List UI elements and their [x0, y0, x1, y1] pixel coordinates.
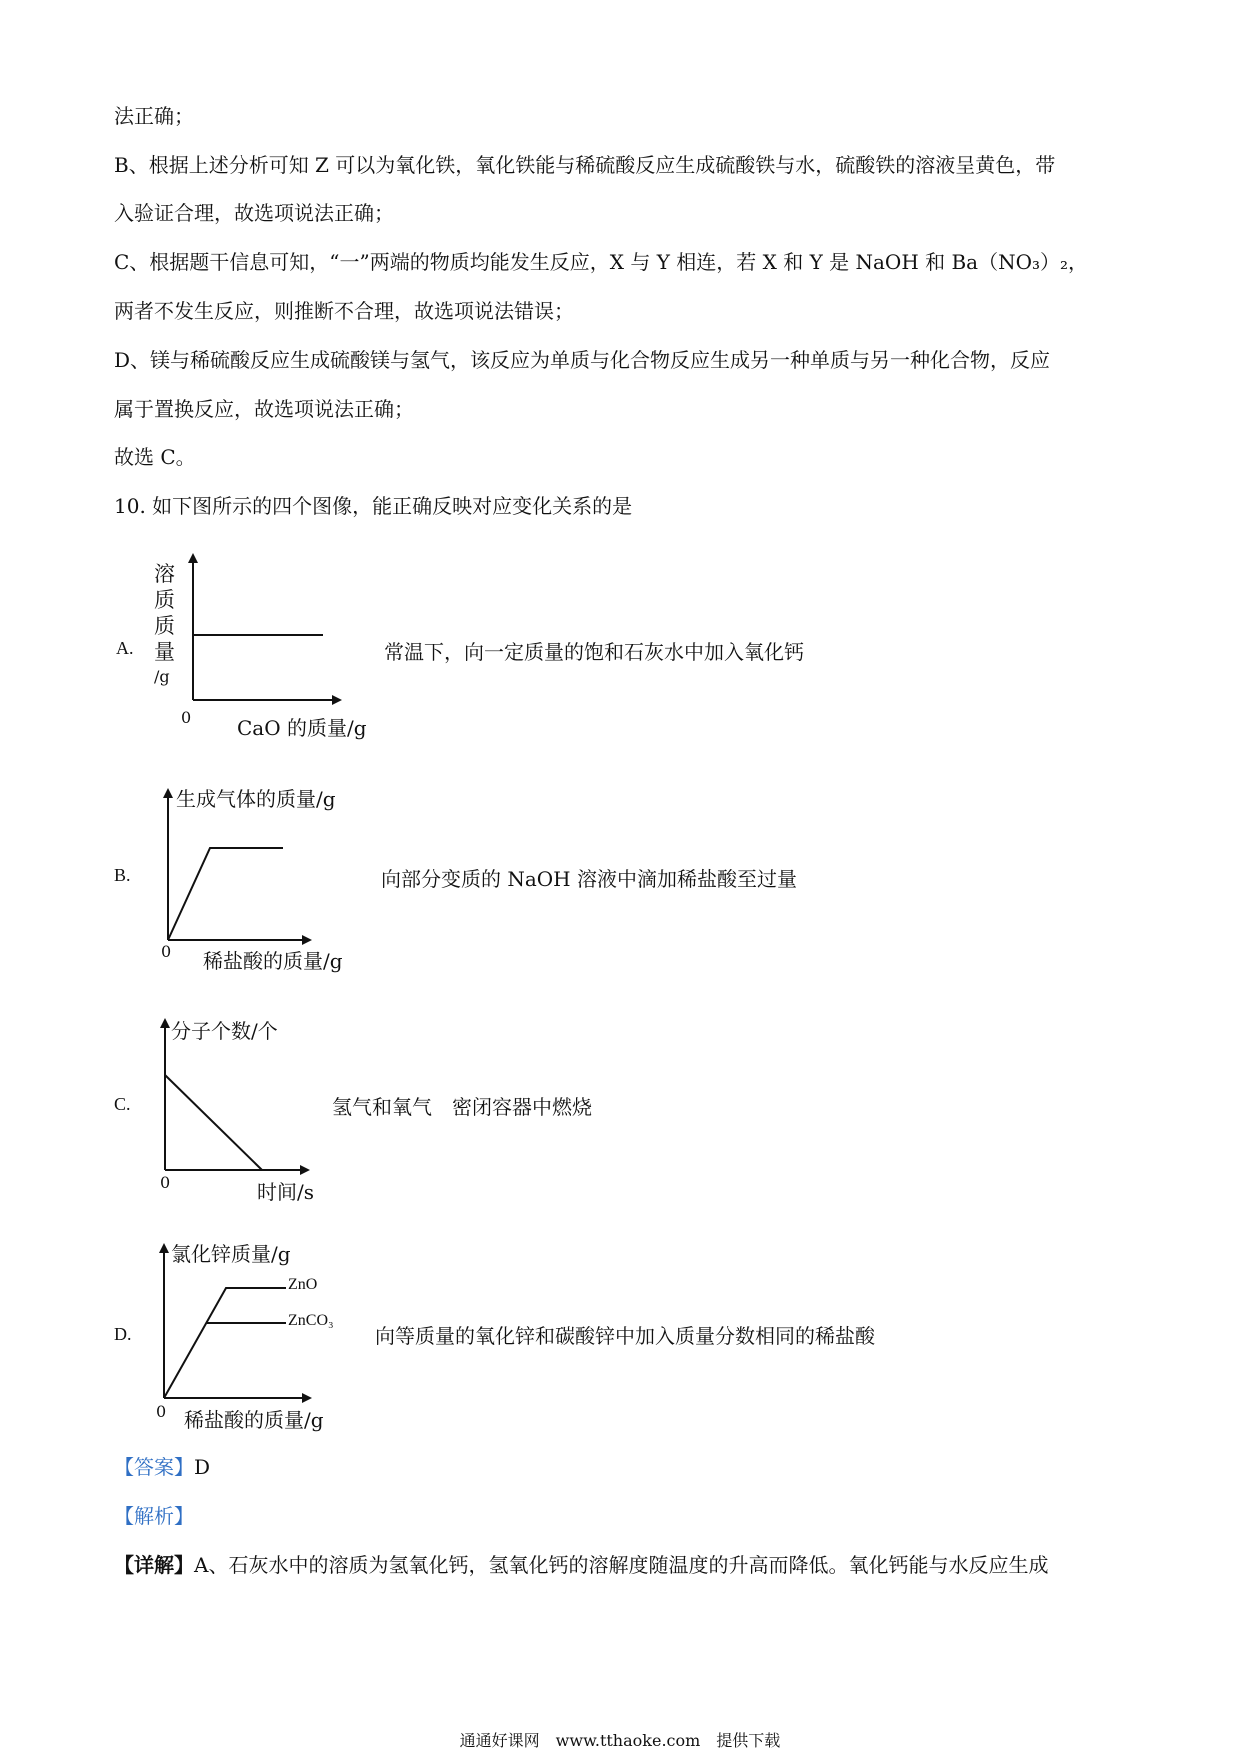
option-d-label: D.: [114, 1324, 132, 1344]
detail-line: [114, 1552, 1048, 1578]
paragraph-3: 入验证合理，故选项说法正确；: [114, 201, 394, 225]
paragraph-7: 属于置换反应，故选项说法正确；: [114, 397, 414, 421]
paragraph-2: B、根据上述分析可知 Z 可以为氧化铁，氧化铁能与稀硫酸反应生成硫酸铁与水，硫酸铁的溶液呈黄色，带: [114, 153, 1056, 177]
graph-c-caption: 氢气和氧气 密闭容器中燃烧: [332, 1095, 592, 1119]
graph-d-xlabel: 稀盐酸的质量/g: [184, 1408, 324, 1432]
paragraph-6: D、镁与稀硫酸反应生成硫酸镁与氢气，该反应为单质与化合物反应生成另一种单质与另一种化合物，反应: [114, 348, 1051, 372]
answer-line: [114, 1454, 210, 1480]
graph-d-ylabel: 氯化锌质量/g: [171, 1242, 291, 1266]
graph-a-ylabel-1: 溶: [154, 562, 175, 586]
graph-b: [168, 790, 310, 940]
graph-b-xlabel: 稀盐酸的质量/g: [203, 949, 343, 973]
option-c-label: C.: [114, 1094, 131, 1114]
graph-b-ylabel: 生成气体的质量/g: [176, 787, 336, 811]
graph-a-origin: 0: [181, 708, 192, 727]
graph-b-origin: 0: [161, 942, 172, 961]
graph-d-series-znco3: ZnCO₃: [288, 1312, 334, 1329]
graph-c-xlabel: 时间/s: [257, 1180, 315, 1204]
graph-c-curve: [165, 1075, 262, 1170]
option-a-label: A.: [116, 638, 134, 658]
graph-a-ylabel-4: 量: [154, 640, 175, 664]
graph-a: [193, 555, 340, 700]
graph-a-xlabel: CaO 的质量/g: [237, 716, 367, 740]
analysis-tag: 【解析】: [114, 1504, 194, 1528]
detail-text: A、石灰水中的溶质为氢氧化钙，氢氧化钙的溶解度随温度的升高而降低。氧化钙能与水反应生成: [194, 1553, 1049, 1577]
answer-value: D: [194, 1455, 211, 1479]
graph-d-origin: 0: [156, 1402, 167, 1421]
detail-tag: 【详解】: [114, 1553, 194, 1577]
analysis-line: [114, 1503, 194, 1529]
graph-d-series-zno: ZnO: [288, 1276, 318, 1293]
paragraph-5: 两者不发生反应，则推断不合理，故选项说法错误；: [114, 299, 574, 323]
graph-a-ylabel-2: 质: [154, 588, 175, 612]
graph-a-ylabel-unit: /g: [154, 667, 170, 686]
paragraph-4: C、根据题干信息可知，“一”两端的物质均能发生反应，X 与 Y 相连，若 X 和 Y 是 NaOH 和 Ba（NO₃）₂，: [114, 250, 1089, 274]
paragraph-8: 故选 C。: [114, 445, 196, 469]
option-b-label: B.: [114, 865, 131, 885]
graph-c-ylabel: 分子个数/个: [171, 1019, 278, 1043]
graph-d-curve-zno: [164, 1288, 286, 1398]
answer-tag: 【答案】: [114, 1455, 194, 1479]
paragraph-1: 法正确；: [114, 104, 194, 128]
footer: 通通好课网 www.tthaoke.com 提供下载: [459, 1731, 781, 1750]
graph-a-caption: 常温下，向一定质量的饱和石灰水中加入氧化钙: [384, 640, 804, 664]
graph-b-curve: [168, 848, 283, 940]
question-10: 10. 如下图所示的四个图像，能正确反映对应变化关系的是: [114, 494, 633, 518]
graph-c-origin: 0: [160, 1173, 171, 1192]
graph-a-ylabel-3: 质: [154, 614, 175, 638]
graph-b-caption: 向部分变质的 NaOH 溶液中滴加稀盐酸至过量: [381, 867, 797, 891]
graph-d-caption: 向等质量的氧化锌和碳酸锌中加入质量分数相同的稀盐酸: [375, 1324, 875, 1348]
